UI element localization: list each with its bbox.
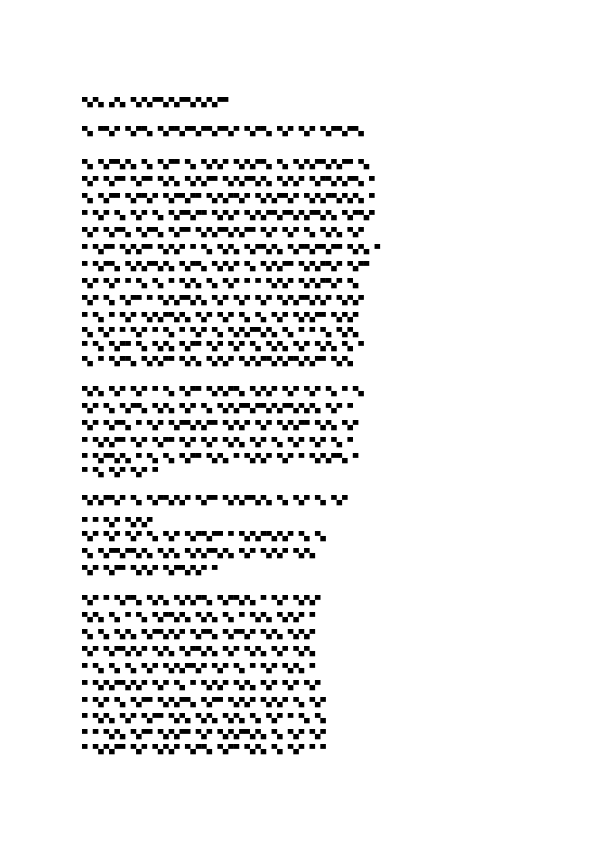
subheading-line: ▀▄ ▀▀▄▀ ▀▄▀▀▄ ▀▄▀▀▄▀▀▄▀▀▄▀▀▄▀ ▀▄▀▀▄ ▀▄▀ ▀▄▀ ▀▄▀▀▄▀▀▄ [82,127,364,137]
paragraph-4-line: ▀▄▀▄ ▀▄ ▀ ▀▄ ▀▄▀▀▄▀▄ ▀▄▀▄ ▀▄ ▀ ▀▄▀▄ ▀▄▀▄▀ ▀ [82,613,315,623]
paragraph-1-line: ▀ ▀▄ ▀▄▀▀ ▀▄ ▀▄▀▄ ▀▄▀▀ ▀▄▀ ▀▄▀ ▀▄ ▀▄▀▄ ▀▄▀ ▀▄▀▄ ▀▄ ▀ [82,342,364,352]
paragraph-4-line: ▀▄▀ ▀▄▀▀▄▀▄▀ ▀▄▀▄ ▀▄▀▀▄▀▄ ▀▄▀ ▀▄▀▄ ▀▄▀ ▀▄▀▄ [82,647,315,657]
paragraph-4-line: ▀ ▀▄ ▀▄ ▀▄ ▀▄▀ ▀▄▀▄▀▀▄▀ ▀▄▀ ▀▄ ▀ ▀▄▀ ▀▄▀▄ ▀ [82,664,315,674]
paragraph-4-line: ▀ ▀▄▀▄▀▀▄▀▄▀ ▀▄▀ ▀▄ ▀ ▀▄▀▄▀ ▀▄▀▄ ▀▄▀ ▀▄▀ ▀▄▀ [82,681,321,691]
paragraph-2-line: ▀▄▀ ▀▄ ▀▄▀▀▄ ▀▄▀▄ ▀▄▀ ▀▄ ▀▄▀▄▀▀▄▀▀▄▀▄▀▀▄▀▄▀▄ ▀▄▀ ▀ [82,404,353,414]
paragraph-4-line: ▀ ▀ ▀▄▀▄ ▀▄▀▀ ▀▄▀▄▀▀ ▀▄▀ ▀▄▀▄▀▀▄▀▄ ▀▄ ▀▄▀ ▀▄▀ [82,730,326,740]
paragraph-2-line: ▀▄▀▄ ▀▄▀ ▀▄▀ ▀ ▀▄ ▀▄▀▀ ▀▄▀▄▀▀▄ ▀▄▀▄▀ ▀▄▀ ▀▄▀ ▀▄ ▀ ▀▄ [82,387,364,397]
heading-line: ▀▄▀▄ ▄▀▄ ▀▄▀▄▀▀▄▀▄▀▀▄▀▄▀▄▀▀ [82,98,229,108]
paragraph-2-line: ▀▄▀ ▀▄▀▀▄ ▀ ▀▄▀ ▀▄▀▀▄▀▄▀▀ ▀▄▀▄▀ ▀▄▀ ▀▄▀▄▀▀ ▀▄▀▄ ▀▄▀ [82,421,359,431]
paragraph-3-line: ▀▄ ▀▄▀▀▄▀▀▄▀▄ ▀▄▀▄ ▀▄▀▄▀▀▄▀▄ ▀▄▀ ▀▄▀▄▀ ▀▄▀▄ [82,549,315,559]
paragraph-4-line: ▀▄ ▀▄ ▀▄▀▄ ▀▄▀▀▄▀▄▀ ▀▄▀▀▄ ▀▄▀▀▄▀ ▀▄▀▄ ▀▄▀▄▀ [82,630,315,640]
paragraph-1-line: ▀▄ ▀ ▀▄▀▀▄ ▀▄▀▄▀▀ ▀▄▀▄ ▀▄▀▄▀ ▀▄▀▄▀▀▄▀▄▀▀▄▀▄▀▀ ▀▄▀▄ [82,357,353,367]
paragraph-1-line: ▀▄ ▀▄▀ ▀ ▀▄▀ ▀ ▀▄ ▀ ▀▄▀ ▀▄ ▀▄▀▄▀▀▄▀▄ ▀▄ ▀ ▀ ▀▄ ▀▄▀▄ [82,328,359,338]
paragraph-1-line: ▀ ▀▄ ▀ ▀▄▀ ▀▄▀▄▀▀▄▀▄ ▀▄▀ ▀▄▀ ▀▄ ▀▄ ▀▄▀ ▀▄▀▄▀▀ ▀▄▀▄▀ [82,313,359,323]
paragraph-1-line: ▀▄ ▀▄▀▀▄▀▄ ▀▄ ▀▄▀▀ ▀▄ ▀▄▀▄▀ ▀▄▀▄▀▀▄ ▀▄ ▀▄▀▄▀▀▄▀▄▀▀ ▀▄ [82,160,370,170]
paragraph-1-line: ▀ ▀▄▀▀▄ ▀▄▀▄▀▀▄▀▄ ▀▄▀▀▄ ▀▄▀▄▀ ▀▄ ▀▄▀▄▀▀ ▀▄▀▄▀▀▄▀ ▀▄▀▀ [82,262,370,272]
paragraph-2-line: ▀ ▀▄▀▀▄▀▄ ▀ ▀▄ ▀▄ ▀▄▀▀ ▀▄▀▄ ▀ ▀▄▀▄▀ ▀▄▀ ▀ ▀▄▀▄▀▀▄ ▀ [82,454,359,464]
paragraph-1-line: ▀▄▀ ▀▄▀ ▀ ▀▄ ▀▄ ▀ ▀▄▀▄ ▀▄ ▀▄▀ ▀ ▀ ▀▄▀▄▀ ▀▄▀▄▀▀▄▀ ▀▄ [82,279,359,289]
paragraph-1-line: ▀▄▀ ▀▄▀▀ ▀▄▀▀ ▀▄▀▄ ▀▄▀▄▀▀ ▀▄▀▄▀▀▄▀▄ ▀▄▀▄▀ ▀▄▀▀▄▀▄▀▀▄ ▀ [82,177,375,187]
paragraph-3-line: ▀ ▀ ▀▄▀ ▀▄▀▄▀ [82,518,153,528]
paragraph-1-line: ▀▄ ▀▄▀▀ ▀▄▀▀▄▀ ▀▄▀▀▄▀▀ ▀▄▀▄▀▀▄▀ ▀▄▀▄▀▀▄▀ ▀▄▀▄▀▀▄▀▄▀▄ ▀ [82,194,375,204]
paragraph-4-line: ▀ ▀▄▀ ▀▄ ▀▄▀▀ ▀▄▀▄▀▀▄ ▀▄▀▀ ▀▄▀▄▀ ▀▄▀▄▀ ▀▄ ▀▄▀ [82,698,326,708]
paragraph-1-line: ▀ ▀▄▀▀ ▀▄▀▄▀▀ ▀▄▀▄▀ ▀ ▀▄ ▀▄▀▄ ▀▄▀▀▄▀▄ ▀▄▀▀▄▀▀▄▀▀ ▀▄▀▄ ▀ [82,245,381,255]
paragraph-3-line: ▀▄▀ ▀▄▀▀ ▀▄▀▄▀ ▀▄▀▀▄▀▄▀ ▀ [82,566,218,576]
paragraph-4-line: ▀ ▀▄▀▄▀▀ ▀▄▀ ▀▄▀▄▀ ▀▄▀▀▄ ▀▄▀▀ ▀▄▀▄ ▀▄ ▀▄▀ ▀ ▀ [82,745,326,755]
paragraph-1-line: ▀▄▀ ▀▄▀▀▄ ▀▄▀▀▄ ▀▄▀▀ ▀▄▀▄▀▀▄▀▄▀▀ ▀▄▀ ▀▄▀ ▀▄ ▀▄▀▄ ▀▄▀ [82,228,364,238]
paragraph-3-line: ▀▄▀ ▀▄▀ ▀▄▀ ▀▄ ▀▄▀ ▀▄▀▀▄▀▀ ▀ ▀▄▀▄▀▀▄▀▄▀ ▀▄ ▀▄ [82,532,326,542]
paragraph-1-line: ▀ ▀▄▀ ▀▄ ▀▄▀ ▀▄ ▀▄▀▀▄▀▀ ▀▄▀▄▀ ▀▄▀▄▀▀▄▀▀▄▀▄▀▀▄▀▄ ▀▄▀▀▄▀ [82,211,375,221]
paragraph-4-line: ▀▄▀ ▀ ▀▄▀▀▄ ▀▄▀▄ ▀▄▀▄▀▀▄ ▀▄▀▀▄▀▄ ▀ ▀▄▀ ▀▄▀▄▀ [82,596,321,606]
paragraph-2-line: ▀ ▀▄ ▀▄▀ ▀▄▀ ▀ [82,468,158,478]
paragraph-1-line: ▀▄▀ ▀▄ ▀▄▀▀ ▀ ▀▄▀▄▀▀▄▀▄ ▀▄▀ ▀▄▀ ▀▄▀ ▀▄▀▄▀▀▄▀▄▀ ▀▄▀▄▀ [82,296,364,306]
paragraph-2-line: ▀ ▀▄▀▄▀▀ ▀▄▀ ▀▄▀▀ ▀▄▀ ▀▄▀ ▀▄▀▄ ▀▄▀ ▀▄ ▀▄▀ ▀▄▀ ▀▄ ▀ [82,438,353,448]
paragraph-3-line: ▀▄▀▄▀▀▄▀ ▀▄ ▀▄▀▀▄▀▄▀ ▀▄▀▀ ▀▄▀▄▀▀▄▀▄ ▀▄ ▀▄▀ ▀▄ ▀▄▀ [82,496,348,506]
paragraph-4-line: ▀ ▀▄▀▄ ▀▄▀ ▀▄▀▀ ▀▄▀▄ ▀▄▀▄ ▀▄▀▄ ▀▄ ▀▄▀ ▀ ▀▄ ▀▄ [82,714,326,724]
